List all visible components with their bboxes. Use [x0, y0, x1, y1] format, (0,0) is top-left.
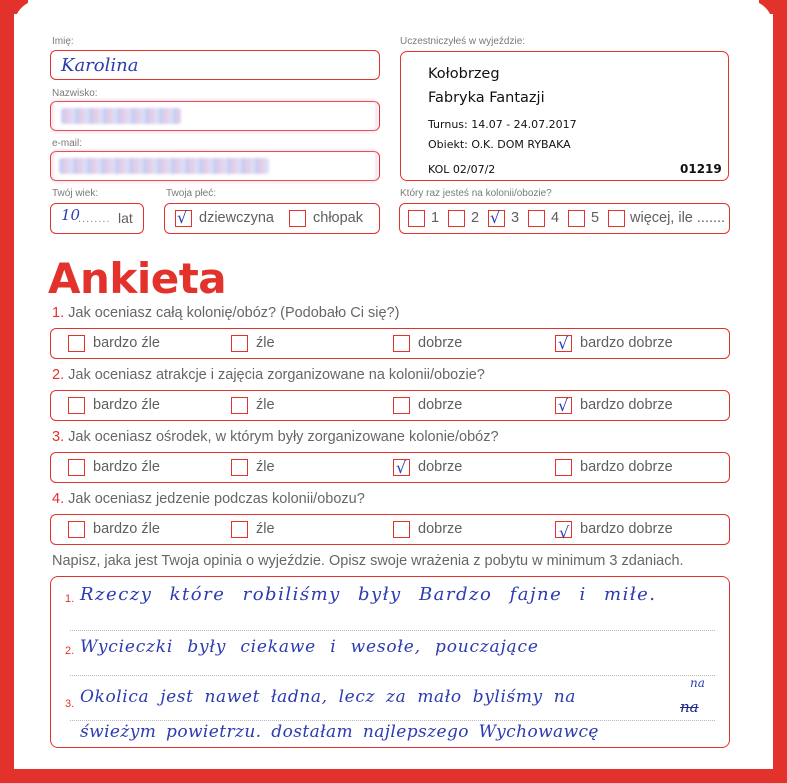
q3-checkbox-very-good[interactable]	[555, 459, 572, 476]
times-checkbox-1[interactable]	[408, 210, 425, 227]
gender-field	[164, 203, 380, 234]
q4-checkbox-bad[interactable]	[231, 521, 248, 538]
q4-option-very-good: bardzo dobrze	[580, 521, 673, 537]
ticket-city: Kołobrzeg	[428, 66, 500, 82]
opinion-line-1: Rzeczy które robiliśmy były Bardzo fajne i miłe.	[80, 584, 657, 605]
q4-option-bad: źle	[256, 521, 275, 537]
opinion-line-2: Wycieczki były ciekawe i wesołe, pouczające	[80, 637, 539, 657]
question-number: 3.	[52, 429, 65, 445]
age-value: 10	[61, 206, 81, 224]
times-option-more: więcej, ile .......	[630, 210, 726, 226]
opinion-line-3	[80, 687, 576, 707]
question-text: Jak oceniasz atrakcje i zajęcia zorganizowane na kolonii/obozie?	[68, 367, 485, 383]
ticket-company: Fabryka Fantazji	[428, 90, 545, 106]
opinion-line-number: 3.	[65, 698, 75, 710]
q1-option-good: dobrze	[418, 335, 463, 351]
times-checkbox-more[interactable]	[608, 210, 625, 227]
question-1-options	[50, 328, 730, 359]
times-checkbox-4[interactable]	[528, 210, 545, 227]
opinion-line-number: 2.	[65, 645, 75, 657]
times-option-2: 2	[471, 210, 480, 226]
ticket-number: 01219	[680, 162, 722, 176]
times-checkbox-2[interactable]	[448, 210, 465, 227]
age-unit: lat	[118, 210, 133, 226]
check-mark: √	[490, 208, 501, 227]
times-option-3: 3	[511, 210, 520, 226]
q1-option-very-good: bardzo dobrze	[580, 335, 673, 351]
q1-option-very-bad: bardzo źle	[93, 335, 160, 351]
ticket-obiekt: Obiekt: O.K. DOM RYBAKA	[428, 138, 571, 151]
q2-checkbox-very-bad[interactable]	[68, 397, 85, 414]
opinion-prompt: Napisz, jaka jest Twoja opinia o wyjeździe. Opisz swoje wrażenia z pobytu w minimum 3 zdaniach.	[52, 553, 684, 569]
q2-checkbox-good[interactable]	[393, 397, 410, 414]
trip-label: Uczestniczyłeś w wyjeździe:	[400, 36, 526, 47]
question-number: 2.	[52, 367, 65, 383]
q3-option-very-bad: bardzo źle	[93, 459, 160, 475]
q4-checkbox-very-bad[interactable]	[68, 521, 85, 538]
question-text: Jak oceniasz ośrodek, w którym były zorganizowane kolonie/obóz?	[68, 429, 499, 445]
survey-title: Ankieta	[48, 254, 227, 303]
check-mark: √	[558, 396, 569, 415]
times-option-5: 5	[591, 210, 600, 226]
q4-checkbox-good[interactable]	[393, 521, 410, 538]
question-4	[52, 491, 365, 507]
age-label: Twój wiek:	[52, 188, 99, 199]
question-4-options	[50, 514, 730, 545]
check-mark: √	[396, 458, 407, 477]
writing-line	[70, 675, 715, 676]
ticket-code: KOL 02/07/2	[428, 163, 496, 176]
name-label: Imię:	[52, 36, 74, 47]
writing-line	[70, 630, 715, 631]
times-option-1: 1	[431, 210, 440, 226]
question-number: 4.	[52, 491, 65, 507]
question-1	[52, 305, 399, 321]
question-3	[52, 429, 499, 445]
q2-checkbox-bad[interactable]	[231, 397, 248, 414]
gender-checkbox-girl[interactable]	[175, 210, 192, 227]
check-mark: √	[559, 523, 570, 542]
redaction-glow	[52, 150, 377, 182]
question-text: Jak oceniasz jedzenie podczas kolonii/obozu?	[68, 491, 365, 507]
age-field[interactable]	[50, 203, 144, 234]
gender-label: Twoja płeć:	[166, 188, 217, 199]
question-3-options	[50, 452, 730, 483]
q3-option-bad: źle	[256, 459, 275, 475]
q1-checkbox-good[interactable]	[393, 335, 410, 352]
opinion-line-3-text: Okolica jest nawet ładna, lecz za mało byliśmy na	[80, 687, 577, 707]
q4-checkbox-very-good[interactable]	[555, 521, 572, 542]
q1-checkbox-very-bad[interactable]	[68, 335, 85, 352]
email-label: e-mail:	[52, 138, 83, 149]
q2-option-very-bad: bardzo źle	[93, 397, 160, 413]
name-value: Karolina	[61, 55, 139, 76]
q3-checkbox-good[interactable]	[393, 459, 410, 476]
q2-checkbox-very-good[interactable]	[555, 397, 572, 414]
times-checkbox-5[interactable]	[568, 210, 585, 227]
q3-checkbox-bad[interactable]	[231, 459, 248, 476]
question-2-options	[50, 390, 730, 421]
opinion-crossed-word: na	[680, 698, 699, 716]
age-dots: ........	[78, 213, 111, 225]
trip-ticket	[400, 51, 729, 181]
question-number: 1.	[52, 305, 65, 321]
q3-option-very-good: bardzo dobrze	[580, 459, 673, 475]
surname-label: Nazwisko:	[52, 88, 98, 99]
opinion-line-number: 1.	[65, 593, 75, 605]
q2-option-good: dobrze	[418, 397, 463, 413]
q4-option-very-bad: bardzo źle	[93, 521, 160, 537]
q2-option-bad: źle	[256, 397, 275, 413]
question-text: Jak oceniasz całą kolonię/obóz? (Podobało Ci się?)	[68, 305, 400, 321]
name-field[interactable]	[50, 50, 380, 80]
gender-option-boy: chłopak	[313, 210, 363, 226]
check-mark: √	[558, 334, 569, 353]
redaction-glow	[52, 100, 377, 132]
gender-checkbox-boy[interactable]	[289, 210, 306, 227]
q3-option-good: dobrze	[418, 459, 463, 475]
times-checkbox-3[interactable]	[488, 210, 505, 227]
times-option-4: 4	[551, 210, 560, 226]
check-mark: √	[177, 208, 188, 227]
q1-checkbox-bad[interactable]	[231, 335, 248, 352]
q1-checkbox-very-good[interactable]	[555, 335, 572, 352]
ticket-turnus: Turnus: 14.07 - 24.07.2017	[428, 118, 577, 131]
opinion-correction: na	[690, 676, 705, 690]
q3-checkbox-very-bad[interactable]	[68, 459, 85, 476]
writing-line	[70, 720, 715, 721]
gender-option-girl: dziewczyna	[199, 210, 274, 226]
times-field	[399, 203, 730, 234]
q4-option-good: dobrze	[418, 521, 463, 537]
q2-option-very-good: bardzo dobrze	[580, 397, 673, 413]
opinion-line-4: świeżym powietrzu. dostałam najlepszego Wychowawcę	[80, 722, 599, 742]
times-label: Który raz jesteś na kolonii/obozie?	[400, 188, 552, 199]
question-2	[52, 367, 485, 383]
q1-option-bad: źle	[256, 335, 275, 351]
